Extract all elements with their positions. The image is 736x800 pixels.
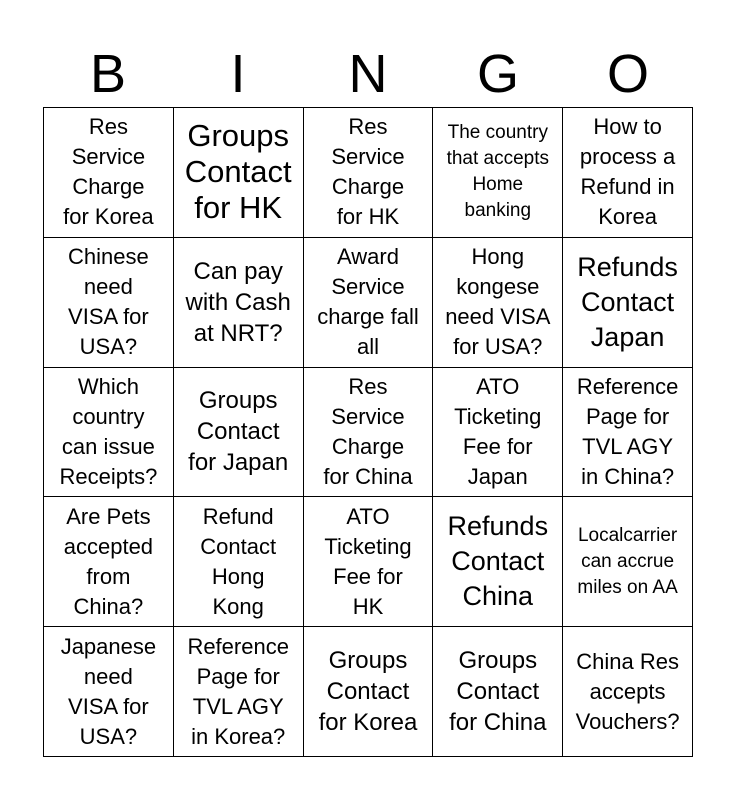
bingo-header — [43, 42, 693, 106]
bingo-cell[interactable] — [174, 627, 304, 757]
bingo-cell[interactable] — [563, 238, 693, 368]
cell-text: Refund Contact Hong Kong — [200, 503, 277, 619]
cell-text: Groups Contact for China — [449, 647, 547, 737]
bingo-cell[interactable] — [44, 627, 174, 757]
bingo-cell[interactable] — [304, 497, 434, 627]
cell-text: Res Service Charge for Korea — [63, 114, 154, 230]
cell-text: Hong kongese need VISA for USA? — [445, 244, 551, 360]
cell-text: Refunds Contact China — [447, 511, 549, 612]
bingo-cell[interactable] — [44, 108, 174, 238]
cell-text: Groups Contact for Korea — [318, 647, 418, 737]
bingo-cell[interactable] — [433, 108, 563, 238]
bingo-cell[interactable] — [174, 108, 304, 238]
cell-text: Groups Contact for Japan — [188, 387, 289, 477]
cell-text: Res Service Charge for China — [323, 373, 413, 489]
bingo-card-grid — [43, 107, 693, 757]
cell-text: Refunds Contact Japan — [577, 251, 678, 352]
cell-text: Res Service Charge for HK — [331, 114, 405, 230]
header-letter-g: G — [476, 44, 519, 104]
bingo-cell[interactable] — [563, 497, 693, 627]
cell-text: Groups Contact for HK — [184, 118, 292, 226]
cell-text: Are Pets accepted from China? — [63, 503, 154, 619]
cell-text: Which country can issue Receipts? — [59, 373, 158, 489]
bingo-cell[interactable] — [304, 108, 434, 238]
header-letter-i: I — [230, 44, 246, 104]
bingo-cell[interactable] — [44, 368, 174, 498]
cell-text: Japanese need VISA for USA? — [60, 633, 157, 749]
cell-text: Reference Page for TVL AGY in Korea? — [187, 633, 289, 749]
bingo-cell[interactable] — [433, 238, 563, 368]
bingo-cell[interactable] — [563, 627, 693, 757]
cell-text: Chinese need VISA for USA? — [68, 244, 149, 360]
bingo-cell[interactable] — [304, 238, 434, 368]
bingo-cell[interactable] — [44, 238, 174, 368]
bingo-cell[interactable] — [174, 368, 304, 498]
cell-text: ATO Ticketing Fee for Japan — [454, 373, 542, 489]
bingo-cell[interactable] — [304, 627, 434, 757]
bingo-cell[interactable] — [174, 238, 304, 368]
cell-text: Award Service charge fall all — [317, 244, 419, 360]
bingo-cell[interactable] — [563, 368, 693, 498]
cell-text: Can pay with Cash at NRT? — [185, 257, 291, 347]
bingo-cell[interactable] — [433, 497, 563, 627]
header-letter-b: B — [89, 44, 127, 104]
cell-text: The country that accepts Home banking — [446, 122, 550, 222]
cell-text: China Res accepts Vouchers? — [575, 648, 680, 734]
cell-text: ATO Ticketing Fee for HK — [324, 503, 412, 619]
bingo-cell[interactable] — [433, 368, 563, 498]
header-letter-n: N — [348, 44, 388, 104]
cell-text: Localcarrier can accrue miles on AA — [577, 524, 678, 598]
cell-text: How to process a Refund in Korea — [579, 114, 676, 230]
bingo-cell[interactable] — [174, 497, 304, 627]
cell-text: Reference Page for TVL AGY in China? — [576, 373, 679, 489]
header-letter-o: O — [606, 44, 649, 104]
bingo-cell[interactable] — [433, 627, 563, 757]
bingo-cell[interactable] — [563, 108, 693, 238]
bingo-cell[interactable] — [44, 497, 174, 627]
bingo-cell[interactable] — [304, 368, 434, 498]
